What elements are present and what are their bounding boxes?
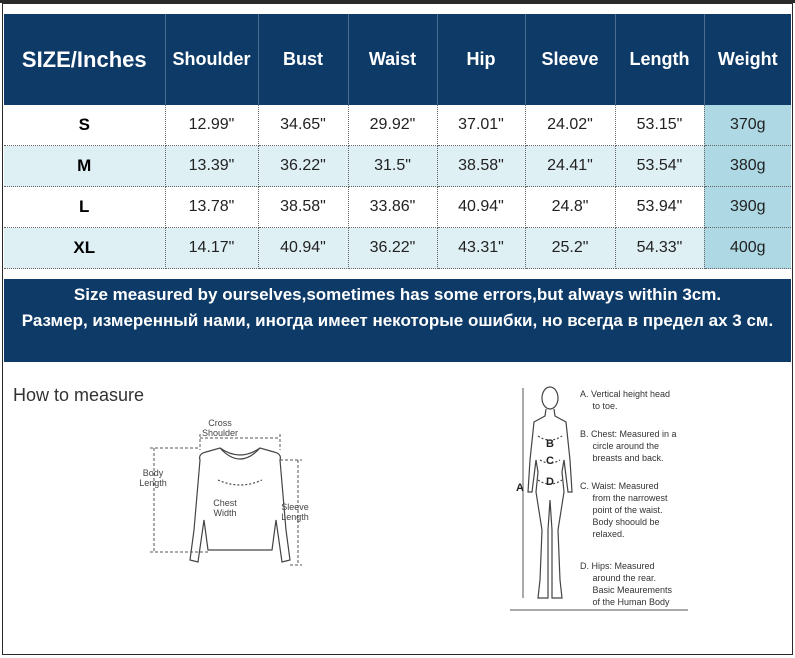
- letter-a: A: [516, 482, 524, 494]
- table-cell: 36.22": [258, 146, 348, 187]
- note-russian: Размер, измеренный нами, иногда имеет некоторые ошибки, но всегда в предел ах 3 см.: [21, 311, 774, 330]
- table-cell: 53.54": [615, 146, 704, 187]
- table-cell: 53.15": [615, 105, 704, 146]
- weight-cell: 400g: [704, 228, 791, 269]
- table-cell: 12.99": [165, 105, 258, 146]
- table-cell: 33.86": [348, 187, 437, 228]
- table-row: [4, 228, 791, 269]
- table-cell: 37.01": [437, 105, 525, 146]
- letter-c: C: [546, 455, 554, 467]
- size-cell: L: [4, 187, 165, 228]
- sleeve-length-label: Sleeve Length: [281, 502, 309, 522]
- how-to-measure-title: How to measure: [13, 385, 145, 405]
- letter-d: D: [546, 476, 554, 488]
- size-chart-table: [4, 14, 791, 269]
- table-cell: 14.17": [165, 228, 258, 269]
- table-cell: 38.58": [437, 146, 525, 187]
- table-cell: 36.22": [348, 228, 437, 269]
- body-length-label: Body Length: [139, 468, 167, 488]
- table-header-row: [4, 14, 791, 105]
- table-cell: 24.41": [525, 146, 615, 187]
- note-c: C. Waist: Measured from the narrowest point of the waist. Body shoould be relaxed.: [580, 481, 668, 539]
- note-english: Size measured by ourselves,sometimes has some errors,but always within 3cm.: [73, 285, 722, 304]
- table-cell: 40.94": [437, 187, 525, 228]
- letter-b: B: [546, 438, 554, 450]
- table-cell: 54.33": [615, 228, 704, 269]
- note-b: B. Chest: Measured in a circle around the breasts and back.: [580, 429, 677, 463]
- table-cell: 13.78": [165, 187, 258, 228]
- cross-shoulder-label: Cross Shoulder: [201, 418, 239, 438]
- header-sleeve: Sleeve: [525, 14, 615, 105]
- note-d: D. Hips: Measured around the rear. Basic Meaurements of the Human Body: [580, 561, 673, 607]
- table-cell: 13.39": [165, 146, 258, 187]
- table-row: [4, 105, 791, 146]
- header-hip: Hip: [437, 14, 525, 105]
- header-weight: Weight: [704, 14, 791, 105]
- chest-width-label: Chest Width: [213, 498, 237, 518]
- measurement-note: [4, 279, 791, 362]
- header-length: Length: [615, 14, 704, 105]
- table-cell: 43.31": [437, 228, 525, 269]
- weight-cell: 370g: [704, 105, 791, 146]
- table-cell: 31.5": [348, 146, 437, 187]
- weight-cell: 380g: [704, 146, 791, 187]
- table-row: [4, 187, 791, 228]
- table-cell: 38.58": [258, 187, 348, 228]
- table-cell: 34.65": [258, 105, 348, 146]
- size-cell: XL: [4, 228, 165, 269]
- header-waist: Waist: [348, 14, 437, 105]
- table-cell: 25.2": [525, 228, 615, 269]
- header-size: SIZE/Inches: [4, 14, 165, 105]
- figure-head: [542, 387, 558, 409]
- note-a: A. Vertical height head to toe.: [580, 389, 671, 411]
- table-cell: 40.94": [258, 228, 348, 269]
- header-shoulder: Shoulder: [165, 14, 258, 105]
- header-bust: Bust: [258, 14, 348, 105]
- size-cell: S: [4, 105, 165, 146]
- size-cell: M: [4, 146, 165, 187]
- table-cell: 53.94": [615, 187, 704, 228]
- table-cell: 29.92": [348, 105, 437, 146]
- table-row: [4, 146, 791, 187]
- table-cell: 24.02": [525, 105, 615, 146]
- weight-cell: 390g: [704, 187, 791, 228]
- table-cell: 24.8": [525, 187, 615, 228]
